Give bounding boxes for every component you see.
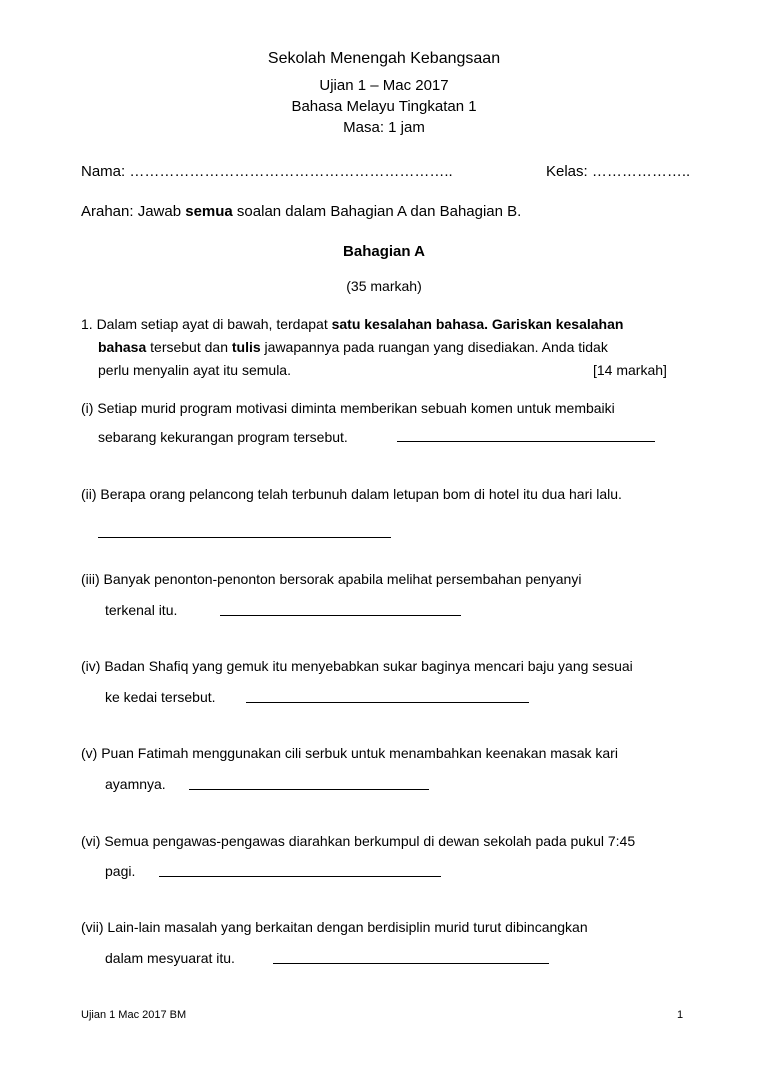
item-iv-line-1: (iv) Badan Shafiq yang gemuk itu menyebabkan sukar baginya mencari baju yang sesuai	[81, 658, 633, 674]
answer-line-iv[interactable]	[246, 702, 529, 703]
class-field: Kelas: ………………..	[546, 163, 691, 180]
question-1-line-1	[81, 316, 623, 332]
item-vii-line-2: dalam mesyuarat itu.	[105, 950, 235, 966]
item-v-line-2: ayamnya.	[105, 776, 166, 792]
section-title: Bahagian A	[343, 243, 425, 260]
instruction-bold: semua	[185, 203, 233, 220]
answer-line-iii[interactable]	[220, 615, 461, 616]
q1-bold-word: tulis	[231, 339, 261, 355]
question-1-line-2	[98, 339, 608, 355]
item-vii-line-1: (vii) Lain-lain masalah yang berkaitan dengan berdisiplin murid turut dibincangkan	[81, 919, 588, 935]
q1-bold-text: satu kesalahan bahasa. Gariskan kesalahan	[331, 316, 624, 332]
answer-line-i[interactable]	[397, 441, 655, 442]
name-field: Nama: ………………………………………………………..	[81, 163, 453, 180]
answer-line-ii[interactable]	[98, 537, 391, 538]
question-1-line-3: perlu menyalin ayat itu semula.	[98, 362, 291, 378]
exam-duration: Masa: 1 jam	[343, 119, 425, 136]
item-vi-line-1: (vi) Semua pengawas-pengawas diarahkan berkumpul di dewan sekolah pada pukul 7:45	[81, 833, 636, 849]
answer-line-v[interactable]	[189, 789, 429, 790]
question-1-marks: [14 markah]	[593, 362, 667, 378]
item-i-line-2: sebarang kekurangan program tersebut.	[98, 429, 348, 445]
item-ii-line-1: (ii) Berapa orang pelancong telah terbunuh dalam letupan bom di hotel itu dua hari lalu.	[81, 486, 622, 502]
q1-text: 1. Dalam setiap ayat di bawah, terdapat	[81, 316, 332, 332]
exam-title: Ujian 1 – Mac 2017	[319, 77, 449, 94]
q1-bold-word: bahasa	[98, 339, 147, 355]
q1-text: tersebut dan	[146, 339, 232, 355]
subject-title: Bahasa Melayu Tingkatan 1	[291, 98, 477, 115]
school-name: Sekolah Menengah Kebangsaan	[267, 50, 501, 67]
item-iv-line-2: ke kedai tersebut.	[105, 689, 216, 705]
item-v-line-1: (v) Puan Fatimah menggunakan cili serbuk untuk menambahkan keenakan masak kari	[81, 745, 618, 761]
page-number: 1	[677, 1009, 684, 1021]
item-iii-line-2: terkenal itu.	[105, 602, 178, 618]
footer-label: Ujian 1 Mac 2017 BM	[81, 1009, 187, 1021]
q1-text: jawapannya pada ruangan yang disediakan. Anda tidak	[260, 339, 608, 355]
instruction-suffix: soalan dalam Bahagian A dan Bahagian B.	[232, 203, 522, 220]
item-vi-line-2: pagi.	[105, 863, 136, 879]
answer-line-vii[interactable]	[273, 963, 549, 964]
item-iii-line-1: (iii) Banyak penonton-penonton bersorak apabila melihat persembahan penyanyi	[81, 571, 582, 587]
section-marks: (35 markah)	[346, 278, 422, 294]
instruction	[81, 203, 521, 220]
item-i-line-1: (i) Setiap murid program motivasi diminta memberikan sebuah komen untuk membaiki	[81, 400, 615, 416]
answer-line-vi[interactable]	[159, 876, 441, 877]
instruction-prefix: Arahan: Jawab	[81, 203, 186, 220]
